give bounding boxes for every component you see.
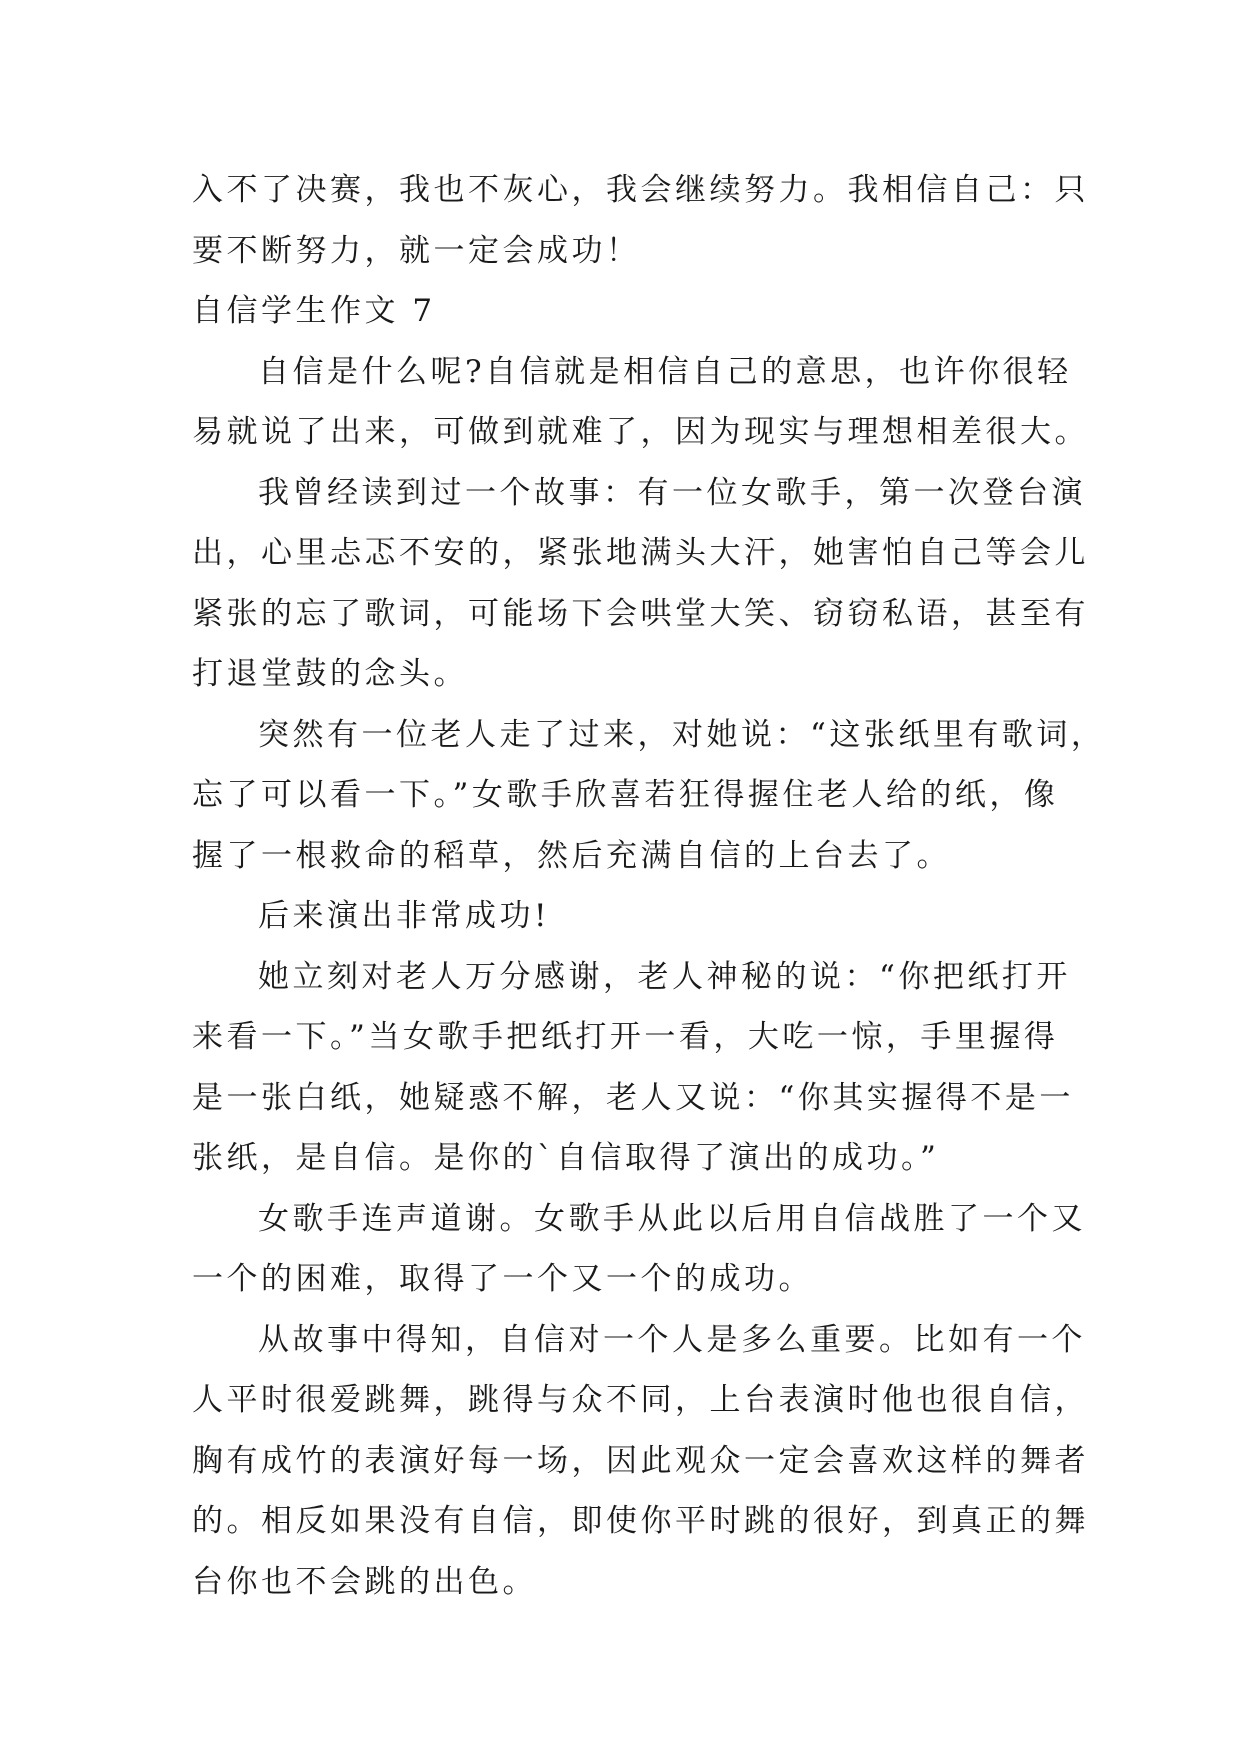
text-line: 女歌手连声道谢。女歌手从此以后用自信战胜了一个又 [258, 1200, 1086, 1237]
section-heading: 自信学生作文 7 [192, 293, 436, 329]
text-line: 她立刻对老人万分感谢，老人神秘的说：“你把纸打开 [258, 958, 1071, 995]
text-line: 一个的困难，取得了一个又一个的成功。 [192, 1261, 813, 1297]
text-line: 是一张白纸，她疑惑不解，老人又说：“你其实握得不是一 [192, 1079, 1074, 1116]
text-line: 易就说了出来，可做到就难了，因为现实与理想相差很大。 [192, 414, 1089, 450]
text-line: 张纸，是自信。是你的`自信取得了演出的成功。” [192, 1140, 940, 1176]
text-line: 打退堂鼓的念头。 [192, 656, 468, 692]
text-line: 突然有一位老人走了过来，对她说：“这张纸里有歌词， [258, 716, 1106, 753]
text-line: 后来演出非常成功! [258, 898, 550, 934]
text-line: 从故事中得知，自信对一个人是多么重要。比如有一个 [258, 1321, 1086, 1358]
text-line: 忘了可以看一下。”女歌手欣喜若狂得握住老人给的纸，像 [192, 777, 1059, 813]
text-line: 我曾经读到过一个故事：有一位女歌手，第一次登台演 [258, 474, 1086, 511]
text-line: 要不断努力，就一定会成功！ [192, 232, 641, 269]
text-line: 自信是什么呢?自信就是相信自己的意思，也许你很轻 [258, 353, 1072, 390]
text-line: 台你也不会跳的出色。 [192, 1563, 537, 1600]
text-line: 人平时很爱跳舞，跳得与众不同，上台表演时他也很自信， [192, 1382, 1089, 1418]
text-line: 握了一根救命的稻草，然后充满自信的上台去了。 [192, 837, 951, 874]
text-line: 的。相反如果没有自信，即使你平时跳的很好，到真正的舞 [192, 1503, 1089, 1539]
text-line: 出，心里忐忑不安的，紧张地满头大汗，她害怕自己等会儿 [192, 535, 1089, 571]
text-line: 胸有成竹的表演好每一场，因此观众一定会喜欢这样的舞者 [192, 1442, 1089, 1479]
document-body [192, 160, 1106, 1612]
text-line: 紧张的忘了歌词，可能场下会哄堂大笑、窃窃私语，甚至有 [192, 595, 1089, 632]
text-line: 来看一下。”当女歌手把纸打开一看，大吃一惊，手里握得 [192, 1019, 1059, 1055]
text-line: 入不了决赛，我也不灰心，我会继续努力。我相信自己：只 [192, 172, 1089, 208]
